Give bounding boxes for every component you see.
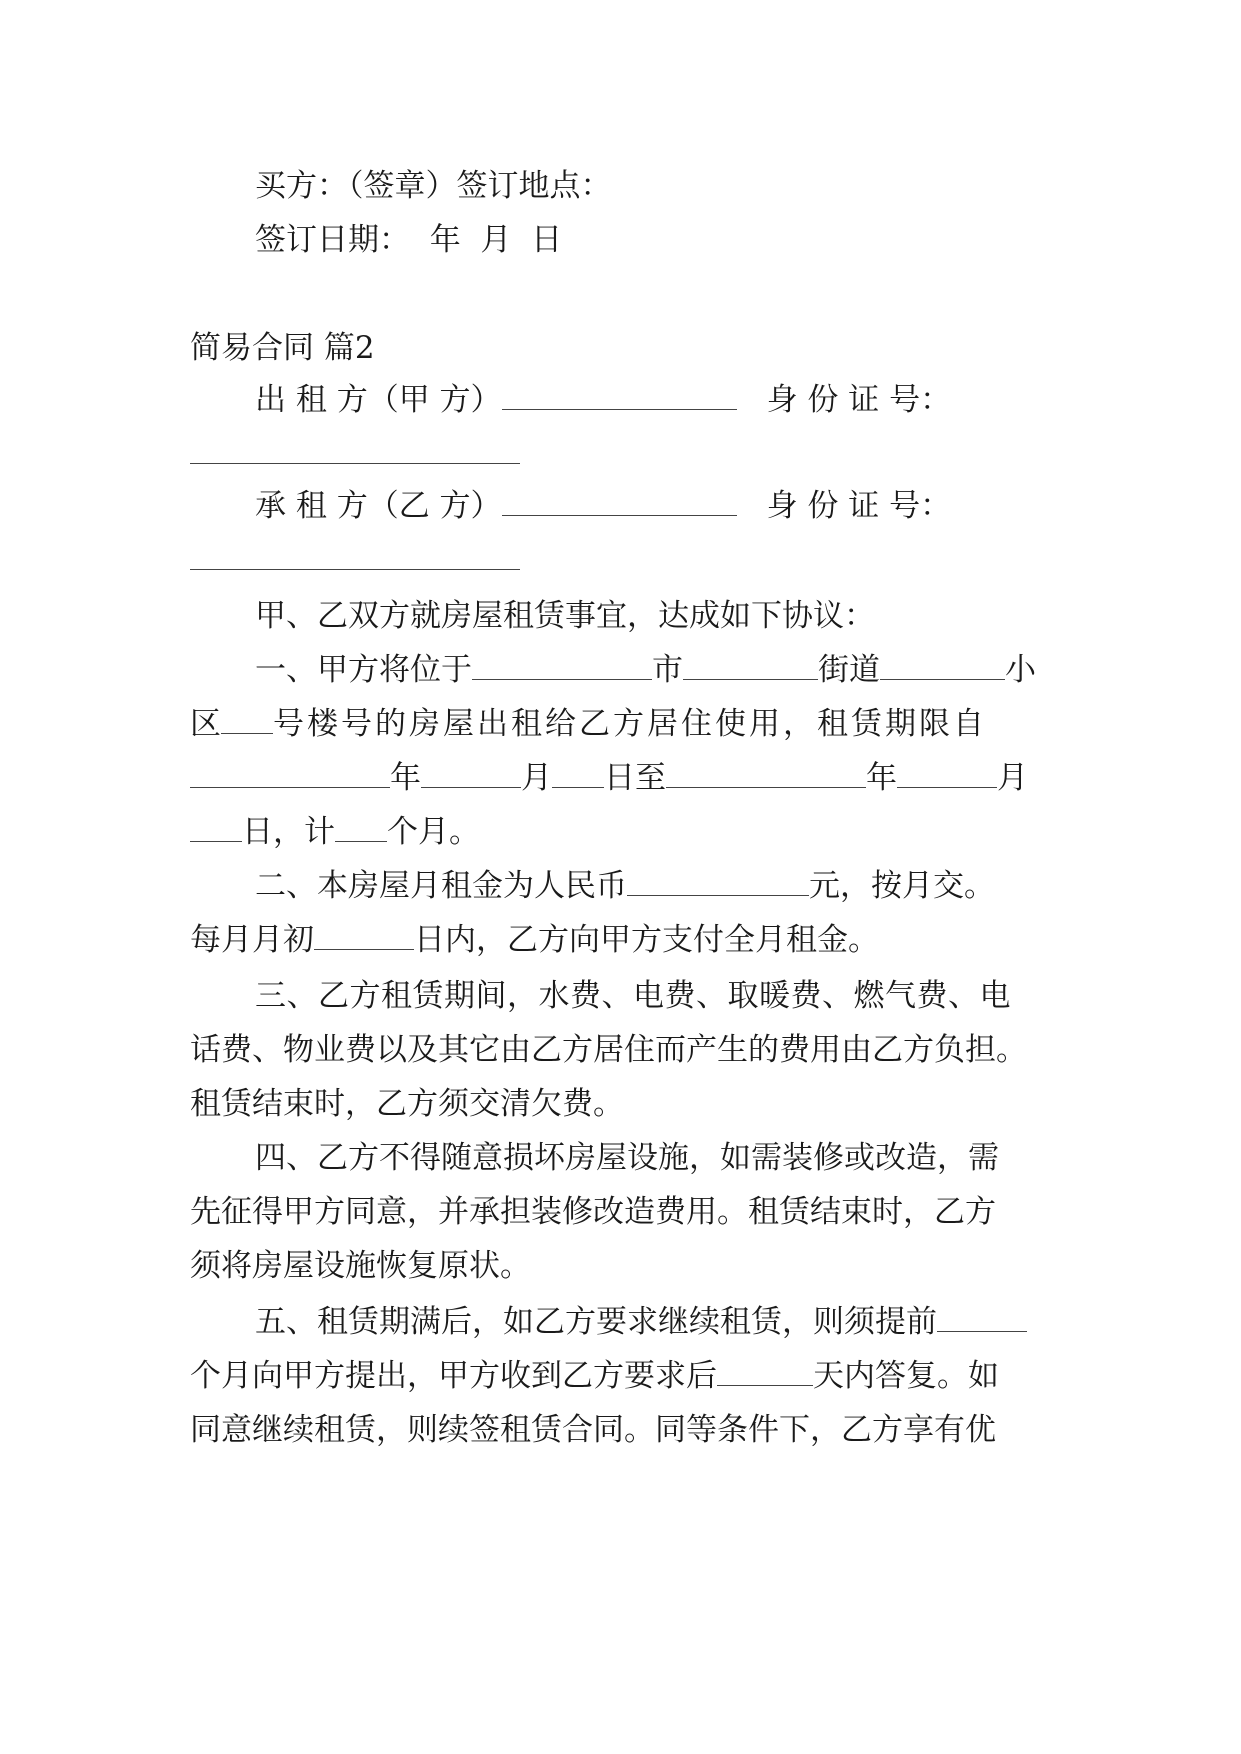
- clause-4-line-2: 先征得甲方同意，并承担装修改造费用。租赁结束时，乙方: [190, 1194, 996, 1230]
- blank-field: [190, 543, 520, 570]
- blank-field: [190, 815, 242, 842]
- blank-field: [683, 653, 818, 680]
- blank-field: [552, 761, 604, 788]
- blank-field: [880, 653, 1005, 680]
- signing-date-line: 签订日期： 年 月 日: [255, 222, 563, 258]
- lessor-line: 出 租 方（甲 方） 身 份 证 号：: [255, 382, 952, 418]
- lessor-id-blank-line: [190, 434, 1050, 474]
- blank-field: [897, 761, 997, 788]
- clause-3-line-1: 三、乙方租赁期间，水费、电费、取暖费、燃气费、电: [255, 978, 1011, 1014]
- blank-field: [502, 383, 737, 410]
- clause-4-line-3: 须将房屋设施恢复原状。: [190, 1248, 531, 1284]
- blank-field: [717, 1359, 813, 1386]
- blank-field: [335, 815, 387, 842]
- blank-field: [314, 923, 414, 950]
- section-heading: 简易合同 篇2: [190, 330, 375, 366]
- blank-field: [627, 869, 809, 896]
- clause-4-line-1: 四、乙方不得随意损坏房屋设施，如需装修或改造，需: [255, 1140, 999, 1176]
- clause-1-line-2: 区 号楼号的房屋出租给乙方居住使用，租赁期限自: [190, 706, 987, 742]
- blank-field: [421, 761, 521, 788]
- blank-field: [472, 653, 652, 680]
- clause-1-line-1: 一、甲方将位于 市 街道 小: [255, 652, 1036, 688]
- lessee-line: 承 租 方（乙 方） 身 份 证 号：: [255, 488, 952, 524]
- clause-2-line-2: 每月月初 日内，乙方向甲方支付全月租金。: [190, 922, 879, 958]
- agreement-intro: 甲、乙双方就房屋租赁事宜，达成如下协议：: [255, 598, 875, 634]
- blank-field: [221, 707, 273, 734]
- clause-2-line-1: 二、本房屋月租金为人民币 元，按月交。: [255, 868, 995, 904]
- clause-1-line-3: 年 月 日至 年 月: [190, 758, 1050, 798]
- clause-5-line-2: 个月向甲方提出，甲方收到乙方要求后 天内答复。如: [190, 1358, 999, 1394]
- blank-field: [502, 489, 737, 516]
- lessee-id-blank-line: [190, 540, 1050, 580]
- clause-5-line-1: 五、租赁期满后，如乙方要求继续租赁，则须提前: [255, 1302, 1050, 1342]
- buyer-signature-line: 买方：（签章）签订地点：: [255, 168, 612, 204]
- blank-field: [190, 437, 520, 464]
- clause-3-line-3: 租赁结束时，乙方须交清欠费。: [190, 1086, 624, 1122]
- blank-field: [937, 1305, 1027, 1332]
- blank-field: [666, 761, 866, 788]
- clause-1-line-4: 日，计 个月。: [190, 812, 1050, 852]
- clause-5-line-3: 同意继续租赁，则续签租赁合同。同等条件下，乙方享有优: [190, 1412, 996, 1448]
- blank-field: [190, 761, 390, 788]
- clause-3-line-2: 话费、物业费以及其它由乙方居住而产生的费用由乙方负担。: [190, 1032, 1027, 1068]
